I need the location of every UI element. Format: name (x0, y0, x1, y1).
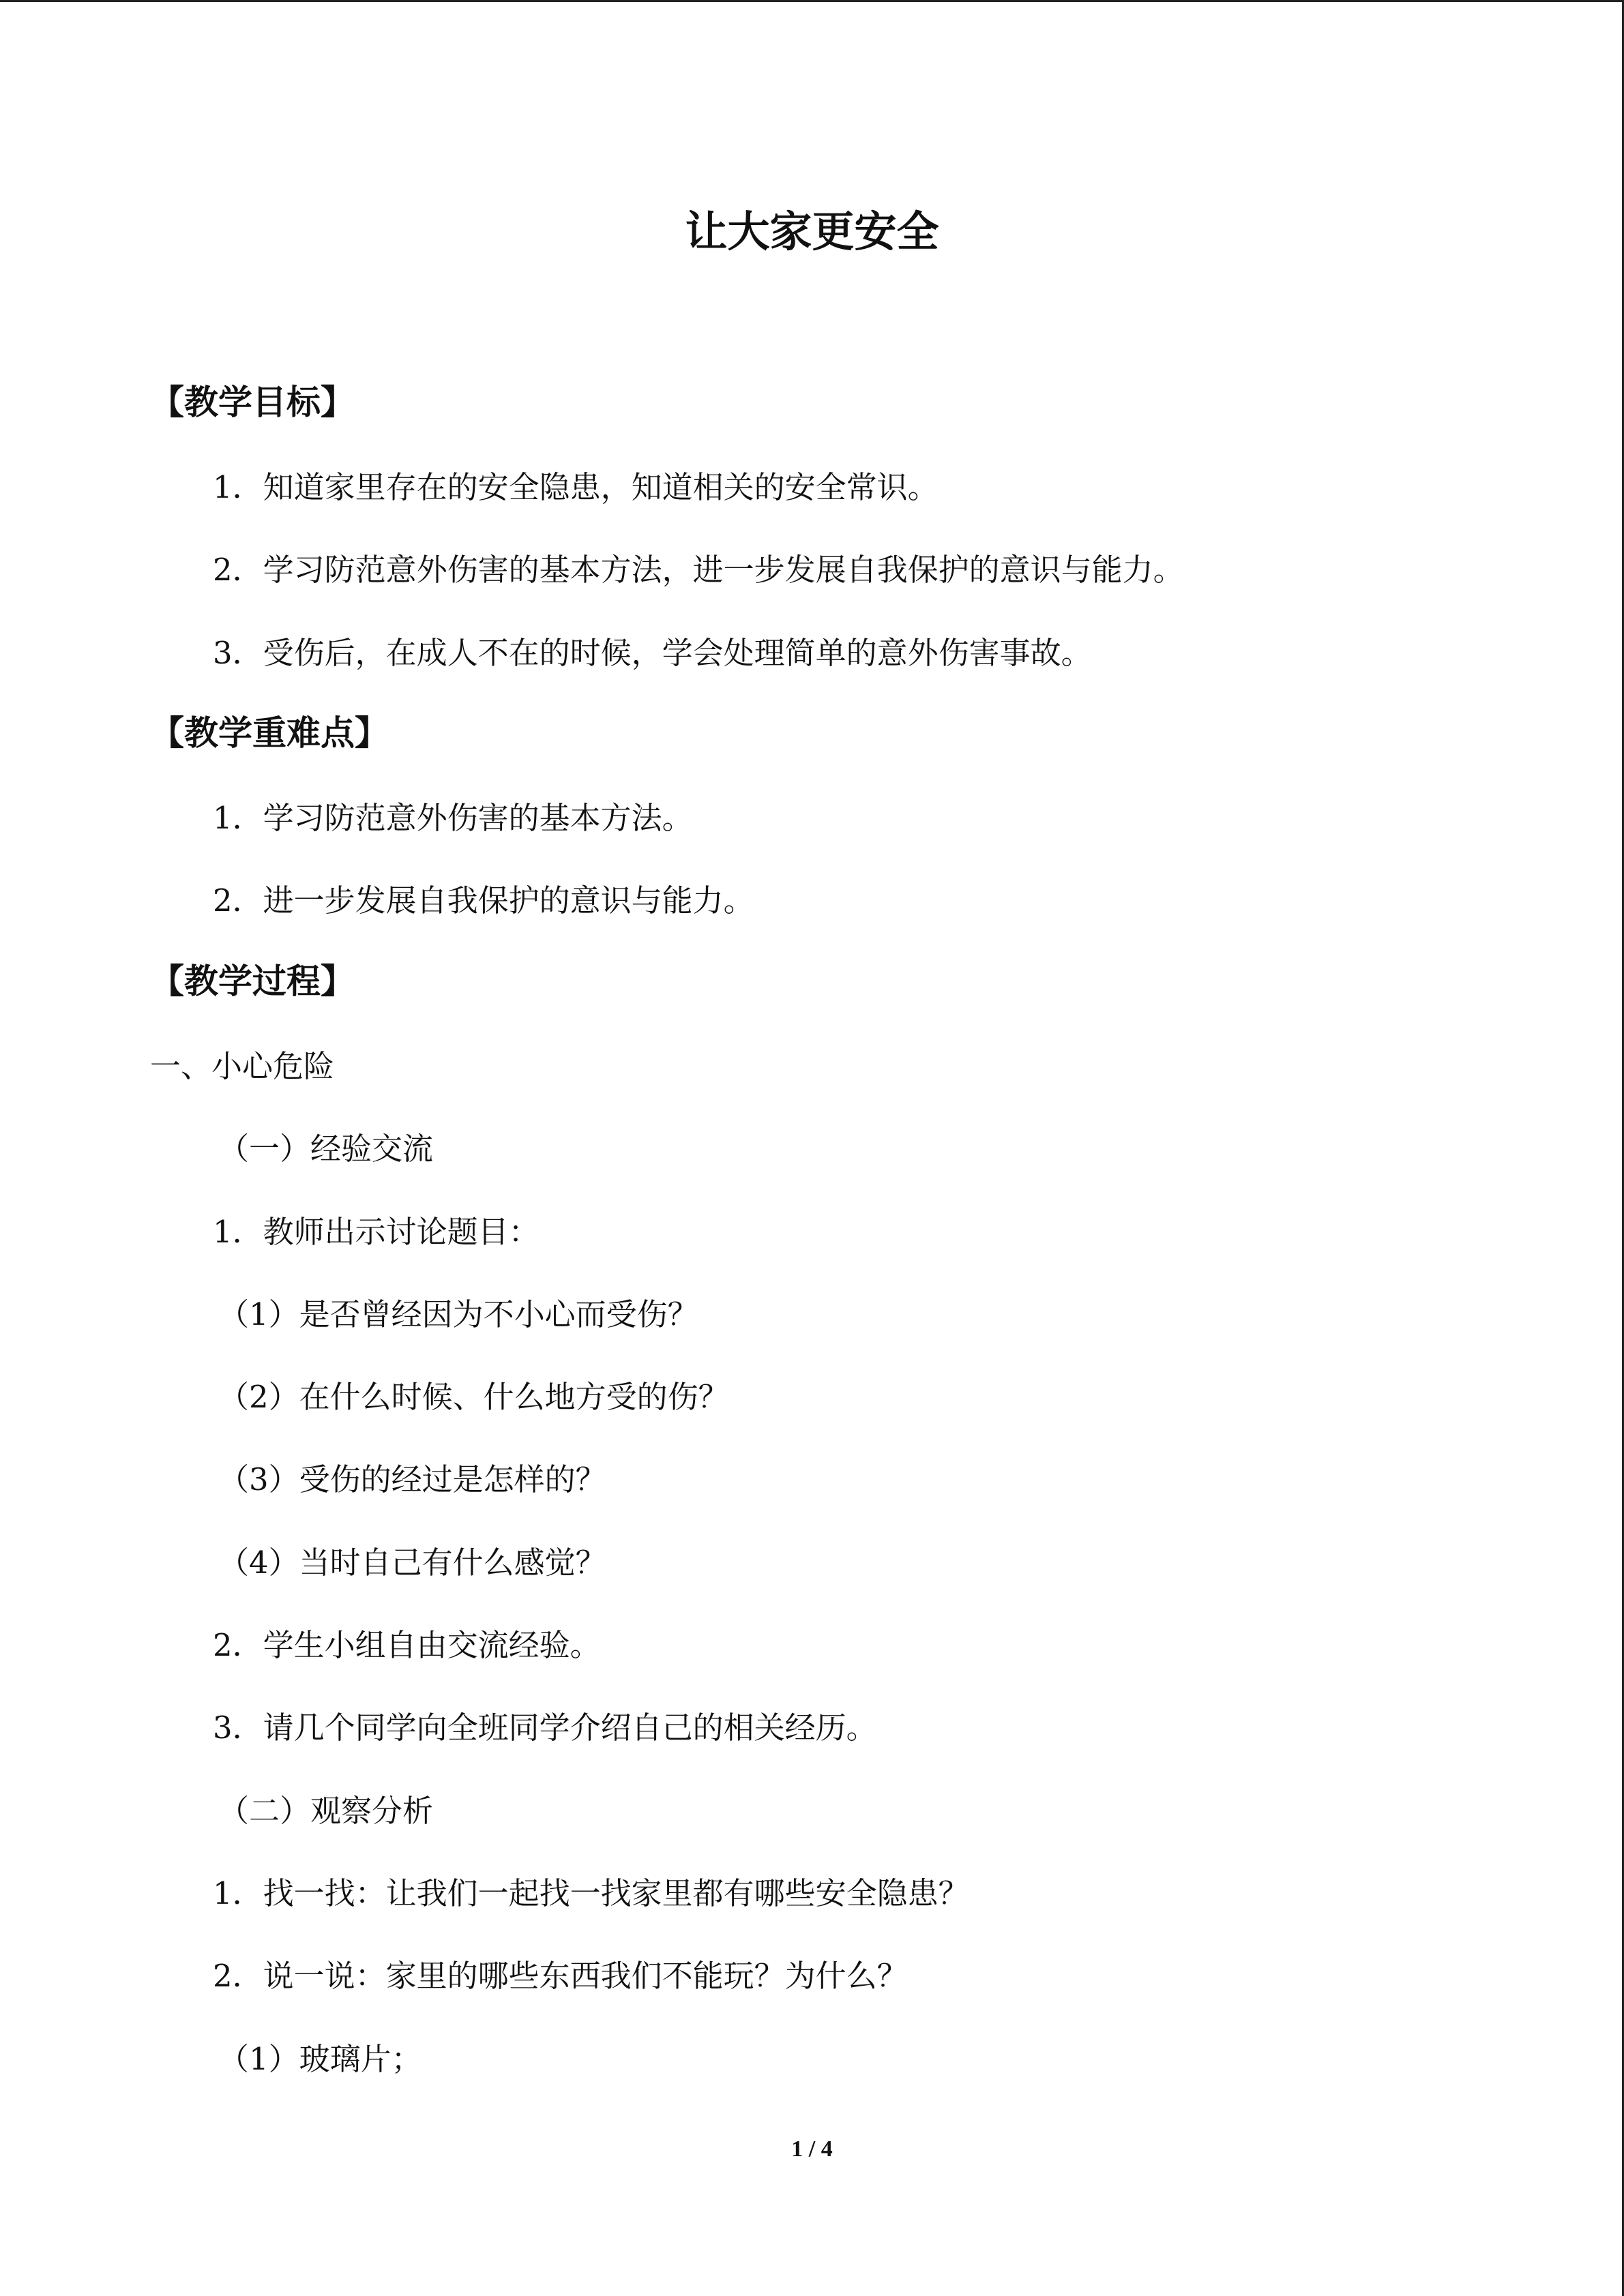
section-heading-objectives: 【教学目标】 (150, 382, 355, 422)
discussion-question-1: （1）是否曾经因为不小心而受伤？ (218, 1296, 698, 1332)
page-number: 1 / 4 (791, 2136, 833, 2162)
key-point-2: 2．进一步发展自我保护的意识与能力。 (213, 882, 754, 919)
objective-1: 1．知道家里存在的安全隐患，知道相关的安全常识。 (213, 469, 939, 505)
discussion-question-2: （2）在什么时候、什么地方受的伤？ (218, 1379, 729, 1415)
document-title: 让大家更安全 (685, 207, 939, 256)
process-step-3: 3．请几个同学向全班同学介绍自己的相关经历。 (213, 1710, 877, 1746)
process-part-1: 一、小心危险 (150, 1048, 335, 1084)
observation-step-2: 2．说一说：家里的哪些东西我们不能玩？为什么？ (213, 1958, 908, 1994)
process-step-1: 1．教师出示讨论题目： (213, 1214, 540, 1250)
objective-3: 3．受伤后，在成人不在的时候，学会处理简单的意外伤害事故。 (213, 635, 1092, 671)
subsection-observation: （二）观察分析 (218, 1793, 434, 1829)
process-step-2: 2．学生小组自由交流经验。 (213, 1627, 601, 1663)
observation-step-1: 1．找一找：让我们一起找一找家里都有哪些安全隐患？ (213, 1875, 969, 1911)
key-point-1: 1．学习防范意外伤害的基本方法。 (213, 800, 693, 836)
section-heading-process: 【教学过程】 (150, 961, 355, 1001)
observation-item-1: （1）玻璃片； (218, 2041, 422, 2077)
discussion-question-4: （4）当时自己有什么感觉？ (218, 1545, 606, 1581)
discussion-question-3: （3）受伤的经过是怎样的？ (218, 1461, 606, 1497)
subsection-experience: （一）经验交流 (218, 1131, 434, 1167)
objective-2: 2．学习防范意外伤害的基本方法，进一步发展自我保护的意识与能力。 (213, 552, 1184, 588)
section-heading-key-points: 【教学重难点】 (150, 713, 389, 753)
